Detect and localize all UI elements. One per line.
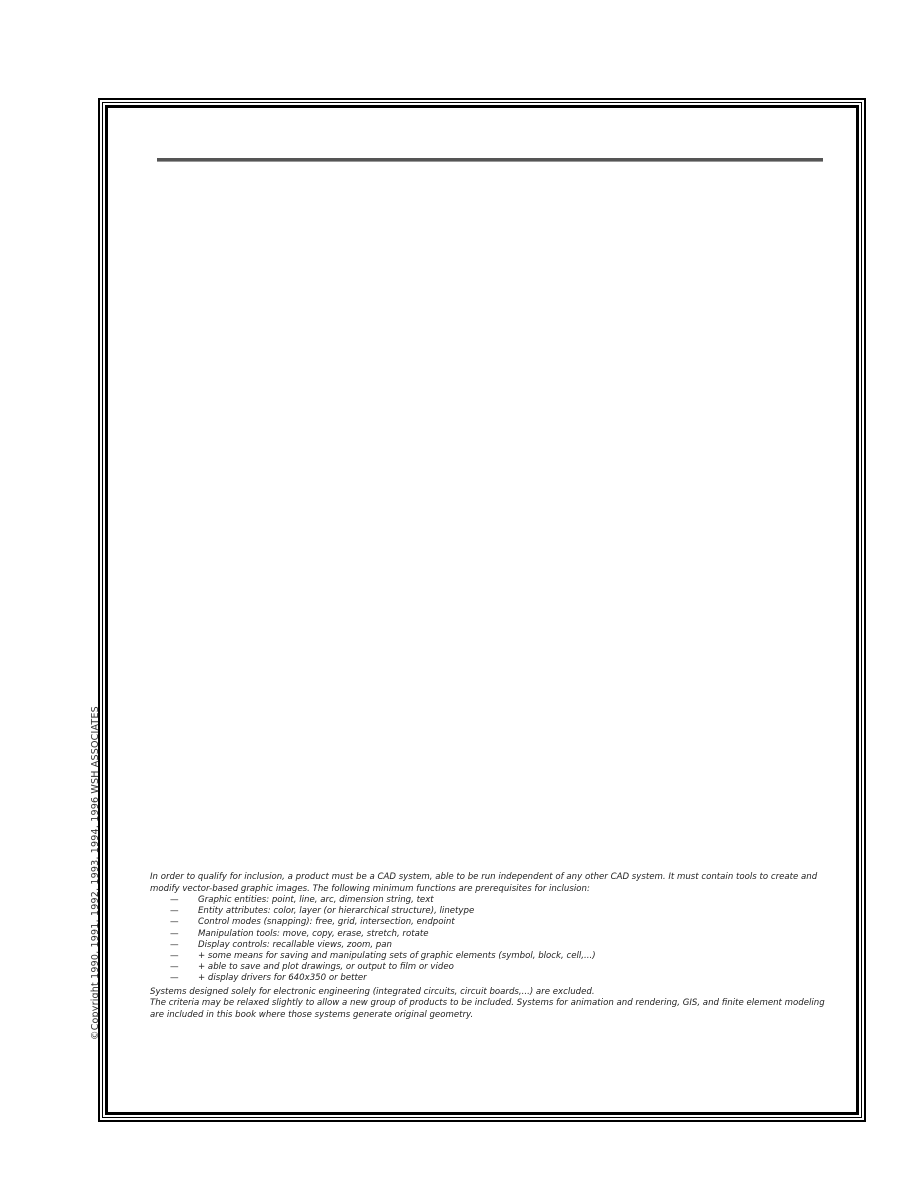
list-item-text: Entity attributes: color, layer (or hierarchical structure), linetype [198, 906, 475, 917]
list-item [170, 973, 840, 984]
list-item-text: Graphic entities: point, line, arc, dimension string, text [198, 895, 434, 905]
list-item [170, 895, 840, 906]
list-item-text: + able to save and plot drawings, or output to film or video [198, 962, 454, 973]
dash-bullet: — [170, 951, 179, 962]
list-item [170, 940, 840, 951]
dash-bullet: — [170, 895, 179, 905]
list-item-text: + display drivers for 640x350 or better [198, 973, 367, 984]
relaxation-paragraph: The criteria may be relaxed slightly to allow a new group of products to be included. Systems for animation and rendering, GIS, and finite element modeling are included in this book where those systems generate original geometry. [150, 998, 825, 1020]
list-item [170, 929, 840, 940]
dash-bullet: — [170, 939, 179, 950]
list-item [170, 906, 840, 917]
dash-bullet: — [170, 906, 179, 917]
criteria-list [150, 895, 840, 985]
list-item-text: Display controls: recallable views, zoom, pan [198, 939, 392, 950]
list-item-text: Manipulation tools: move, copy, erase, stretch, rotate [198, 928, 429, 939]
dash-bullet: — [170, 928, 179, 939]
copyright-notice: ©Copyright 1990, 1991, 1992, 1993, 1994, 1996 WSH ASSOCIATES [90, 706, 101, 1040]
list-item [170, 962, 840, 973]
list-item-text: + some means for saving and manipulating sets of graphic elements (symbol, block, cell,...) [198, 951, 596, 962]
list-item [170, 917, 840, 928]
dash-bullet: — [170, 973, 179, 984]
inclusion-criteria-text [150, 872, 840, 1021]
list-item-text: Control modes (snapping): free, grid, intersection, endpoint [198, 917, 455, 928]
header-rule [157, 158, 823, 162]
exclusion-paragraph: Systems designed solely for electronic engineering (integrated circuits, circuit boards,...) are excluded. [150, 986, 595, 997]
intro-paragraph: In order to qualify for inclusion, a product must be a CAD system, able to be run independent of any other CAD system. It must contain tools to create and modify vector-based graphic images. The following minimum functions are prerequisites for inclusion: [150, 872, 818, 894]
dash-bullet: — [170, 962, 179, 973]
dash-bullet: — [170, 917, 179, 928]
list-item [170, 951, 840, 962]
